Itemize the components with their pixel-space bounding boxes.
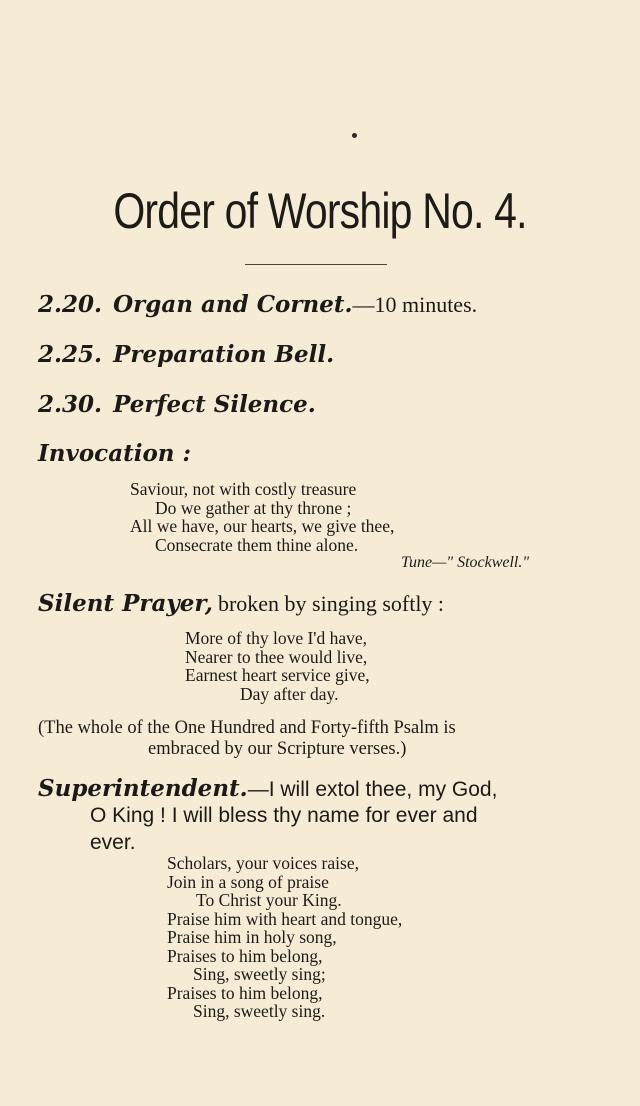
page-title: Order of Worship No. 4. <box>113 183 527 239</box>
tune-attribution: Tune—" Stockwell." <box>401 554 530 571</box>
verse-line: All we have, our hearts, we give thee, <box>130 516 395 536</box>
verse-line: Praises to him belong, <box>167 982 323 1003</box>
silent-prayer-heading: Silent Prayer, <box>38 590 213 617</box>
verse-line: Praises to him belong, <box>167 945 323 966</box>
verse-line: More of thy love I'd have, <box>185 628 367 648</box>
hymn-verse <box>0 854 640 1021</box>
verse-line: Nearer to thee would live, <box>185 646 368 667</box>
superintendent-text-end: ever. <box>90 831 136 854</box>
verse-line: Consecrate them thine alone. <box>155 534 359 555</box>
scripture-note-line1: (The whole of the One Hundred and Forty-fifth Psalm is <box>38 718 456 738</box>
verse-line: Earnest heart service give, <box>185 665 370 685</box>
silent-prayer-line <box>38 590 444 617</box>
verse-line: To Christ your King. <box>196 890 342 910</box>
scripture-note-line2: embraced by our Scripture verses.) <box>148 739 407 759</box>
verse-line: Day after day. <box>240 683 339 704</box>
verse-line: Praise him with heart and tongue, <box>167 908 403 929</box>
schedule-item <box>38 291 477 318</box>
verse-line: Scholars, your voices raise, <box>167 853 359 873</box>
verse-line: Sing, sweetly sing. <box>193 1001 326 1021</box>
schedule-item <box>38 391 316 418</box>
schedule-detail: —10 minutes. <box>352 292 478 317</box>
schedule-time: 2.30. <box>38 391 103 418</box>
verse-line: Praise him in holy song, <box>167 927 337 947</box>
verse-line: Sing, sweetly sing; <box>193 964 326 984</box>
schedule-label: Organ and Cornet. <box>113 291 353 318</box>
superintendent-heading: Superintendent. <box>38 775 248 802</box>
superintendent-line <box>38 775 497 803</box>
invocation-heading: Invocation : <box>38 440 192 467</box>
silent-prayer-text: broken by singing softly : <box>217 591 445 616</box>
verse-line: Saviour, not with costly treasure <box>130 479 357 499</box>
schedule-time: 2.25. <box>38 341 103 368</box>
schedule-label: Perfect Silence. <box>113 391 316 418</box>
invocation-verse <box>0 480 640 554</box>
title-rule <box>245 264 387 265</box>
schedule-item <box>38 341 334 368</box>
schedule-time: 2.20. <box>38 291 103 318</box>
superintendent-text: —I will extol thee, my God, <box>247 778 498 801</box>
ornament-dot <box>352 133 357 138</box>
superintendent-text-cont: O King ! I will bless thy name for ever and <box>90 804 478 827</box>
silent-prayer-verse <box>0 629 640 703</box>
verse-line: Do we gather at thy throne ; <box>155 497 352 518</box>
schedule-label: Preparation Bell. <box>113 341 335 368</box>
verse-line: Join in a song of praise <box>167 871 329 892</box>
